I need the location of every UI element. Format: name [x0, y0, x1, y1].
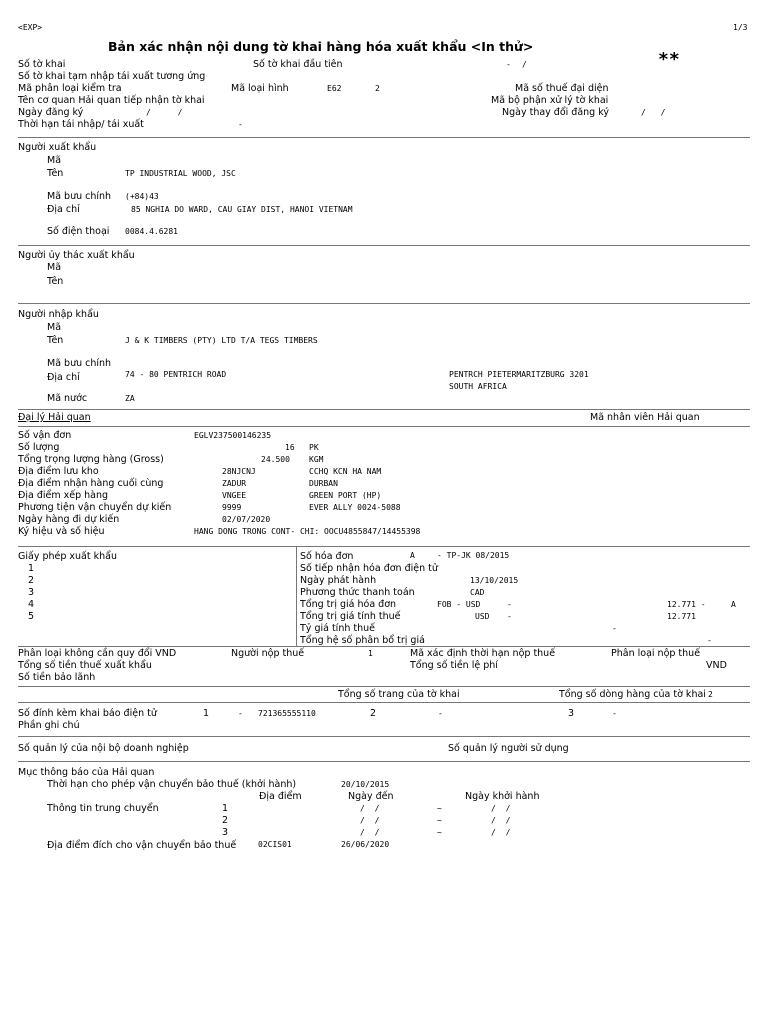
ty-gia-value: -: [612, 624, 617, 633]
exporter-section-title: Người xuất khẩu: [18, 142, 97, 153]
importer-address-3: SOUTH AFRICA: [449, 382, 507, 391]
permit-item: 2: [28, 575, 35, 586]
dinh-kem-n3: 3: [568, 708, 575, 719]
exporter-phone-label: Số điện thoại: [47, 226, 110, 237]
exporter-dia-chi-label: Địa chỉ: [47, 204, 80, 215]
tam-nhap-label: Số tờ khai tạm nhập tái xuất tương ứng: [18, 71, 206, 82]
divider: [18, 426, 750, 427]
so-luong-unit: PK: [309, 443, 319, 452]
tri-gia-hoa-don-code: A: [731, 600, 736, 609]
ngay-phat-hanh-label: Ngày phát hành: [300, 575, 377, 586]
trung-chuyen-row-arrival: / /: [360, 816, 380, 825]
nguoi-dung-label: Số quản lý người sử dụng: [448, 743, 569, 754]
tri-gia-hoa-don-label: Tổng trị giá hóa đơn: [300, 599, 397, 610]
exporter-ten-label: Tên: [47, 168, 64, 179]
so-luong-label: Số lượng: [18, 442, 60, 453]
phan-bo-label: Tổng hệ số phân bổ trị giá: [300, 635, 425, 646]
exporter-buu-chinh-label: Mã bưu chính: [47, 191, 112, 202]
tri-gia-tinh-thue-dash: -: [507, 612, 512, 621]
divider: [18, 137, 750, 138]
trung-chuyen-row-arrival: / /: [360, 804, 380, 813]
ghi-chu-label: Phần ghi chú: [18, 720, 80, 731]
print-marker: **: [658, 49, 680, 70]
permit-item: 5: [28, 611, 35, 622]
ngay-dang-ky-value: / /: [146, 108, 183, 117]
so-luong-value: 16: [285, 443, 295, 452]
trung-chuyen-row-arrival: / /: [360, 828, 380, 837]
so-to-khai-dau-tien-label: Số tờ khai đầu tiên: [253, 59, 343, 70]
importer-section-title: Người nhập khẩu: [18, 309, 99, 320]
divider: [18, 702, 750, 703]
dia-diem-dich-date: 26/06/2020: [341, 840, 390, 849]
giay-phep-label: Giấy phép xuất khẩu: [18, 551, 117, 562]
importer-ten-label: Tên: [47, 335, 64, 346]
trustee-ma-label: Mã: [47, 262, 62, 273]
nhan-hang-code: ZADUR: [222, 479, 247, 488]
trung-chuyen-row-number: 1: [222, 803, 229, 814]
xep-hang-code: VNGEE: [222, 491, 247, 500]
importer-address-2: PENTRCH PIETERMARITZBURG 3201: [449, 370, 589, 379]
bo-phan-xu-ly-label: Mã bộ phận xử lý tờ khai: [491, 95, 609, 106]
dinh-kem-d3: -: [612, 709, 617, 718]
khong-quy-doi-label: Phân loại không cần quy đổi VND: [18, 648, 177, 659]
ngay-phat-hanh-value: 13/10/2015: [470, 576, 519, 585]
dia-diem-header: Địa điểm: [259, 791, 302, 802]
so-to-khai-label: Số tờ khai: [18, 59, 66, 70]
exporter-phone: 0084.4.6281: [125, 227, 178, 236]
ngay-thay-doi-label: Ngày thay đổi đăng ký: [502, 107, 610, 118]
so-hoa-don-label: Số hóa đơn: [300, 551, 354, 562]
hoa-don-dien-tu-label: Số tiếp nhận hóa đơn điện tử: [300, 563, 438, 574]
gross-value: 24.500: [261, 455, 290, 464]
dia-diem-dich-label: Địa điểm đích cho vận chuyển bảo thuế: [47, 840, 237, 851]
column-divider: [296, 547, 297, 646]
bao-lanh-label: Số tiền bảo lãnh: [18, 672, 96, 683]
ngay-dang-ky-label: Ngày đăng ký: [18, 107, 84, 118]
xac-dinh-thoi-han-label: Mã xác định thời hạn nộp thuế: [410, 648, 556, 659]
tri-gia-hoa-don-cond: FOB - USD: [437, 600, 481, 609]
ngay-khoi-hanh-header: Ngày khởi hành: [465, 791, 540, 802]
dinh-kem-n1: 1: [203, 708, 210, 719]
le-phi-value: VND: [706, 660, 727, 671]
exporter-ma-label: Mã: [47, 155, 62, 166]
phan-loai-kiem-tra-label: Mã phân loại kiểm tra: [18, 83, 122, 94]
tong-thue-label: Tổng số tiền thuế xuất khẩu: [18, 660, 152, 671]
dia-diem-dich-code: 02CIS01: [258, 840, 292, 849]
trung-chuyen-row-departure: / /: [491, 828, 511, 837]
ngay-di-label: Ngày hàng đi dự kiến: [18, 514, 120, 525]
exporter-postal: (+84)43: [125, 192, 159, 201]
van-don-value: EGLV237500146235: [194, 431, 272, 440]
trung-chuyen-row-departure: / /: [491, 816, 511, 825]
tong-so-trang-label: Tổng số trang của tờ khai: [338, 689, 460, 700]
loai-hinh-label: Mã loại hình: [231, 83, 289, 94]
trustee-ten-label: Tên: [47, 276, 64, 287]
luu-kho-label: Địa điểm lưu kho: [18, 466, 99, 477]
gross-label: Tổng trọng lượng hàng (Gross): [18, 454, 164, 465]
loai-hinh-num: 2: [375, 84, 380, 93]
nguoi-nop-thue-value: 1: [368, 649, 373, 658]
co-quan-hq-label: Tên cơ quan Hải quan tiếp nhận tờ khai: [18, 95, 205, 106]
ky-hieu-value: HANG DONG TRONG CONT- CHI: OOCU4855847/14455398: [194, 527, 421, 536]
trung-chuyen-row-sep: ~: [437, 804, 442, 813]
importer-country: ZA: [125, 394, 135, 403]
so-to-khai-dau-tien-sep: -: [506, 60, 511, 69]
trung-chuyen-row-sep: ~: [437, 816, 442, 825]
dai-ly-hq-label: Đại lý Hải quan: [18, 412, 91, 423]
phuong-tien-label: Phương tiện vận chuyển dự kiến: [18, 502, 172, 513]
divider: [18, 686, 750, 687]
nhan-hang-label: Địa điểm nhận hàng cuối cùng: [18, 478, 164, 489]
tong-so-dong-label: Tổng số dòng hàng của tờ khai: [559, 689, 706, 700]
trung-chuyen-row-departure: / /: [491, 804, 511, 813]
dinh-kem-v1: 721365555110: [258, 709, 316, 718]
tong-so-dong-value: 2: [708, 690, 713, 699]
trung-chuyen-label: Thông tin trung chuyển: [47, 803, 159, 814]
ma-so-thue-dai-dien-label: Mã số thuế đại diện: [515, 83, 609, 94]
tri-gia-tinh-thue-cur: USD: [475, 612, 490, 621]
tri-gia-hoa-don-dash: -: [507, 600, 512, 609]
permit-item: 1: [28, 563, 35, 574]
divider: [18, 646, 750, 647]
ngay-den-header: Ngày đến: [348, 791, 394, 802]
van-don-label: Số vận đơn: [18, 430, 72, 441]
van-chuyen-bao-thue-label: Thời hạn cho phép vận chuyển bảo thuế (khởi hành): [47, 779, 297, 790]
importer-name: J & K TIMBERS (PTY) LTD T/A TEGS TIMBERS: [125, 336, 318, 345]
thoi-han-label: Thời hạn tái nhập/ tái xuất: [18, 119, 144, 130]
so-hoa-don-value: - TP-JK 08/2015: [437, 551, 510, 560]
importer-nuoc-label: Mã nước: [47, 393, 88, 404]
divider: [18, 303, 750, 304]
nguoi-nop-thue-label: Người nộp thuế: [231, 648, 305, 659]
divider: [18, 736, 750, 737]
page-number: 1/3: [733, 23, 748, 32]
ngay-thay-doi-value: / /: [641, 108, 666, 117]
dinh-kem-n2: 2: [370, 708, 377, 719]
thanh-toan-value: CAD: [470, 588, 485, 597]
trung-chuyen-row-number: 3: [222, 827, 229, 838]
phan-bo-value: -: [707, 636, 712, 645]
phuong-tien-code: 9999: [222, 503, 242, 512]
thong-bao-hq-label: Mục thông báo của Hải quan: [18, 767, 155, 778]
phuong-tien-name: EVER ALLY 0024-5088: [309, 503, 401, 512]
permit-item: 4: [28, 599, 35, 610]
noi-bo-label: Số quản lý của nội bộ doanh nghiệp: [18, 743, 189, 754]
xep-hang-label: Địa điểm xếp hàng: [18, 490, 109, 501]
dinh-kem-d2: -: [438, 709, 443, 718]
le-phi-label: Tổng số tiền lệ phí: [410, 660, 498, 671]
exporter-address: 85 NGHIA DO WARD, CAU GIAY DIST, HANOI VIETNAM: [131, 205, 353, 214]
tri-gia-hoa-don-value: 12.771 -: [667, 600, 706, 609]
divider: [18, 546, 750, 547]
importer-buu-chinh-label: Mã bưu chính: [47, 358, 112, 369]
divider: [18, 409, 750, 410]
so-to-khai-dau-tien-slash: /: [522, 60, 527, 69]
tri-gia-tinh-thue-value: 12.771: [667, 612, 696, 621]
van-chuyen-bao-thue-value: 20/10/2015: [341, 780, 390, 789]
loai-hinh-value: E62: [327, 84, 342, 93]
divider: [18, 245, 750, 246]
trustee-section-title: Người ủy thác xuất khẩu: [18, 250, 135, 261]
exporter-name: TP INDUSTRIAL WOOD, JSC: [125, 169, 236, 178]
thanh-toan-label: Phương thức thanh toán: [300, 587, 415, 598]
phan-loai-nop-thue-label: Phân loại nộp thuế: [611, 648, 701, 659]
tri-gia-tinh-thue-label: Tổng trị giá tính thuế: [300, 611, 401, 622]
luu-kho-code: 28NJCNJ: [222, 467, 256, 476]
importer-ma-label: Mã: [47, 322, 62, 333]
thoi-han-value: -: [238, 120, 243, 129]
trung-chuyen-row-sep: ~: [437, 828, 442, 837]
ty-gia-label: Tỷ giá tính thuế: [300, 623, 375, 634]
permit-item: 3: [28, 587, 35, 598]
ky-hieu-label: Ký hiệu và số hiệu: [18, 526, 105, 537]
importer-dia-chi-label: Địa chỉ: [47, 372, 80, 383]
nhan-hang-name: DURBAN: [309, 479, 338, 488]
xep-hang-name: GREEN PORT (HP): [309, 491, 382, 500]
dinh-kem-label: Số đính kèm khai báo điện tử: [18, 708, 157, 719]
importer-address-1: 74 - 80 PENTRICH ROAD: [125, 370, 227, 379]
page-title: Bản xác nhận nội dung tờ khai hàng hóa xuất khẩu <In thử>: [108, 39, 534, 54]
so-hoa-don-code: A: [410, 551, 415, 560]
luu-kho-name: CCHQ KCN HA NAM: [309, 467, 382, 476]
trung-chuyen-row-number: 2: [222, 815, 229, 826]
nhan-vien-hq-label: Mã nhân viên Hải quan: [590, 412, 700, 423]
form-tag: <EXP>: [18, 23, 43, 32]
dinh-kem-d1: -: [238, 709, 243, 718]
ngay-di-value: 02/07/2020: [222, 515, 271, 524]
divider: [18, 761, 750, 762]
gross-unit: KGM: [309, 455, 324, 464]
